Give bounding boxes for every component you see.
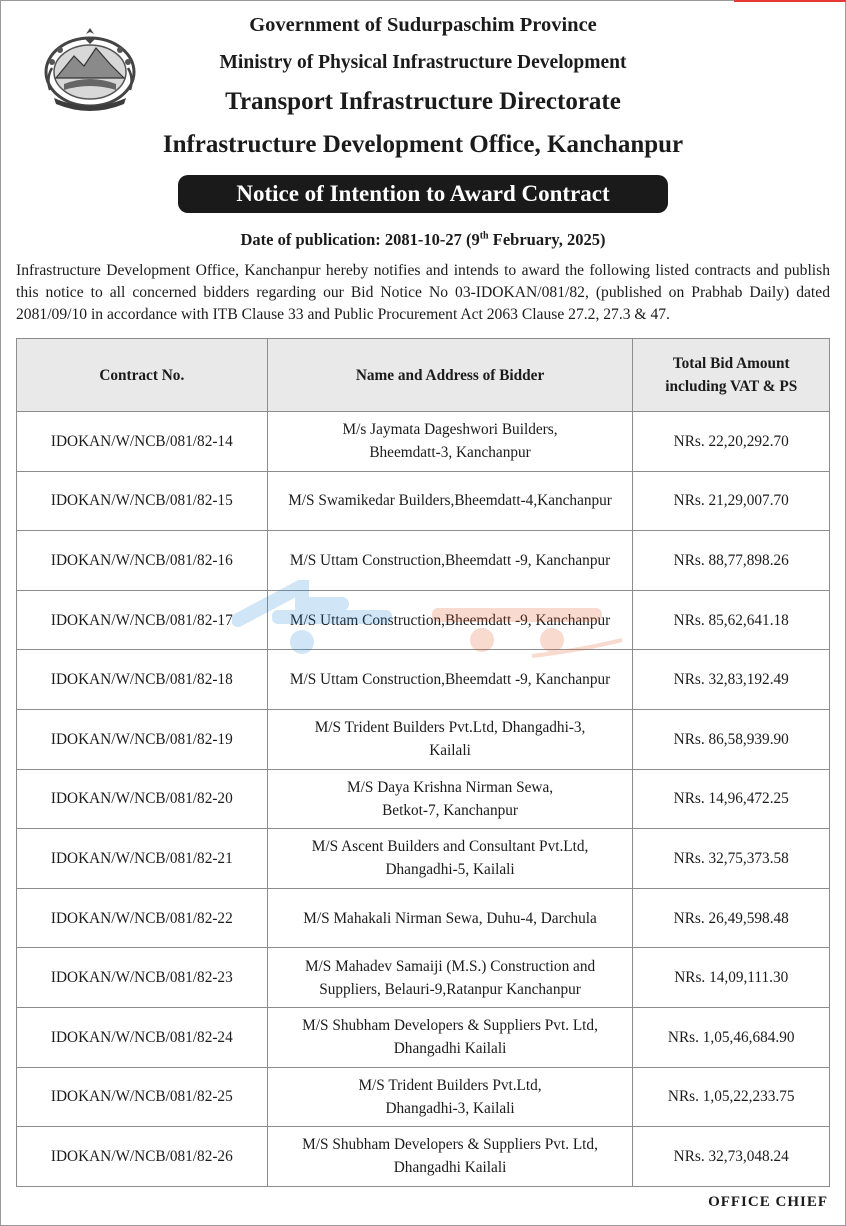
table-row [17, 829, 830, 889]
bidder-cell [267, 1127, 633, 1187]
contract-no-cell: IDOKAN/W/NCB/081/82-19 [17, 709, 268, 769]
table-row [17, 590, 830, 650]
contract-no-cell: IDOKAN/W/NCB/081/82-20 [17, 769, 268, 829]
table-row [17, 1067, 830, 1127]
bidder-address-line: Dhangadhi Kailali [393, 1159, 507, 1177]
bid-amount-cell: NRs. 88,77,898.26 [633, 531, 830, 591]
bid-amount-cell: NRs. 26,49,598.48 [633, 888, 830, 948]
table-row [17, 948, 830, 1008]
bidder-name-line: M/S Trident Builders Pvt.Ltd, Dhangadhi-3, [314, 719, 586, 737]
table-row [17, 531, 830, 591]
header-amount-line2: including VAT & PS [665, 378, 798, 395]
bidder-cell [267, 590, 633, 650]
bid-amount-cell: NRs. 32,83,192.49 [633, 650, 830, 710]
bidder-cell [267, 1007, 633, 1067]
bidder-name-line: M/S Swamikedar Builders,Bheemdatt-4,Kanchanpur [288, 492, 612, 510]
contract-no-cell: IDOKAN/W/NCB/081/82-14 [17, 412, 268, 472]
bidder-cell [267, 769, 633, 829]
bidder-name-line: M/S Mahakali Nirman Sewa, Duhu-4, Darchula [303, 909, 597, 927]
header-amount-line1: Total Bid Amount [672, 355, 790, 372]
contract-no-cell: IDOKAN/W/NCB/081/82-26 [17, 1127, 268, 1187]
header-directorate: Transport Infrastructure Directorate [225, 88, 621, 115]
header-office: Infrastructure Development Office, Kanchanpur [162, 131, 684, 158]
bidder-name-line: M/S Ascent Builders and Consultant Pvt.Ltd, [311, 838, 589, 856]
publication-date-sup: th [479, 230, 489, 242]
contract-no-cell: IDOKAN/W/NCB/081/82-17 [17, 590, 268, 650]
publication-date-prefix: Date of publication: 2081-10-27 (9 [240, 230, 480, 249]
contract-no-cell: IDOKAN/W/NCB/081/82-16 [17, 531, 268, 591]
corner-accent [734, 0, 846, 2]
bidder-cell [267, 650, 633, 710]
bidder-name-line: M/S Daya Krishna Nirman Sewa, [347, 778, 554, 796]
bidder-address-line: Dhangadhi Kailali [393, 1040, 507, 1058]
bidder-cell [267, 412, 633, 472]
publication-date-suffix: February, 2025) [488, 230, 606, 249]
office-chief-signature: OFFICE CHIEF [708, 1194, 828, 1210]
bidder-name-line: M/S Uttam Construction,Bheemdatt -9, Kanchanpur [289, 611, 611, 629]
bidder-address-line: Kailali [429, 742, 471, 760]
bidder-address-line: Suppliers, Belauri-9,Ratanpur Kanchanpur [319, 980, 581, 998]
table-row [17, 650, 830, 710]
header-government: Government of Sudurpaschim Province [249, 14, 597, 36]
contract-no-cell: IDOKAN/W/NCB/081/82-15 [17, 471, 268, 531]
bidder-address-line: Dhangadhi-5, Kailali [385, 861, 515, 879]
bidder-address-line: Bheemdatt-3, Kanchanpur [369, 444, 531, 462]
bid-amount-cell: NRs. 85,62,641.18 [633, 590, 830, 650]
bidder-cell [267, 948, 633, 1008]
bidder-name-line: M/S Uttam Construction,Bheemdatt -9, Kanchanpur [289, 671, 611, 689]
table-row [17, 1127, 830, 1187]
bid-amount-cell: NRs. 14,09,111.30 [633, 948, 830, 1008]
header-amount [633, 339, 830, 412]
bidder-name-line: M/S Uttam Construction,Bheemdatt -9, Kanchanpur [289, 551, 611, 569]
bidder-name-line: M/s Jaymata Dageshwori Builders, [342, 421, 558, 439]
bid-amount-cell: NRs. 21,29,007.70 [633, 471, 830, 531]
bidder-cell [267, 709, 633, 769]
bidder-cell [267, 531, 633, 591]
bidder-name-line: M/S Trident Builders Pvt.Ltd, [358, 1076, 542, 1094]
bid-amount-cell: NRs. 86,58,939.90 [633, 709, 830, 769]
table-row [17, 471, 830, 531]
bidder-cell [267, 471, 633, 531]
bidder-name-line: M/S Mahadev Samaiji (M.S.) Construction and [304, 957, 596, 975]
notice-title-banner: Notice of Intention to Award Contract [178, 175, 668, 213]
bid-amount-cell: NRs. 14,96,472.25 [633, 769, 830, 829]
header-bidder: Name and Address of Bidder [267, 339, 633, 412]
bidder-cell [267, 1067, 633, 1127]
bidder-address-line: Betkot-7, Kanchanpur [382, 801, 519, 819]
contract-no-cell: IDOKAN/W/NCB/081/82-18 [17, 650, 268, 710]
bid-amount-cell: NRs. 22,20,292.70 [633, 412, 830, 472]
bid-amount-cell: NRs. 32,73,048.24 [633, 1127, 830, 1187]
table-row [17, 888, 830, 948]
table-header-row [17, 339, 830, 412]
table-row [17, 412, 830, 472]
header-ministry: Ministry of Physical Infrastructure Development [219, 52, 627, 73]
bidder-address-line: Dhangadhi-3, Kailali [385, 1099, 515, 1117]
contract-no-cell: IDOKAN/W/NCB/081/82-23 [17, 948, 268, 1008]
bid-amount-cell: NRs. 1,05,46,684.90 [633, 1007, 830, 1067]
bidder-cell [267, 888, 633, 948]
bidder-cell [267, 829, 633, 889]
contract-no-cell: IDOKAN/W/NCB/081/82-21 [17, 829, 268, 889]
contract-no-cell: IDOKAN/W/NCB/081/82-22 [17, 888, 268, 948]
bidder-name-line: M/S Shubham Developers & Suppliers Pvt. Ltd, [302, 1136, 598, 1154]
contract-no-cell: IDOKAN/W/NCB/081/82-25 [17, 1067, 268, 1127]
contract-no-cell: IDOKAN/W/NCB/081/82-24 [17, 1007, 268, 1067]
intro-paragraph: Infrastructure Development Office, Kanchanpur hereby notifies and intends to award the following listed contracts and publish this notice to all concerned bidders regarding our Bid Notice No 03-IDOKAN/081/82, (published on Prabhab Daily) dated 2081/09/10 in accordance with ITB Clause 33 and Public Procurement Act 2063 Clause 27.2, 27.3 & 47. [16, 262, 830, 323]
bid-amount-cell: NRs. 32,75,373.58 [633, 829, 830, 889]
table-row [17, 709, 830, 769]
table-row [17, 1007, 830, 1067]
bid-amount-cell: NRs. 1,05,22,233.75 [633, 1067, 830, 1127]
table-row [17, 769, 830, 829]
bidder-name-line: M/S Shubham Developers & Suppliers Pvt. Ltd, [302, 1017, 598, 1035]
awards-table [16, 338, 830, 1187]
header-contract-no: Contract No. [17, 339, 268, 412]
publication-date [0, 230, 846, 250]
